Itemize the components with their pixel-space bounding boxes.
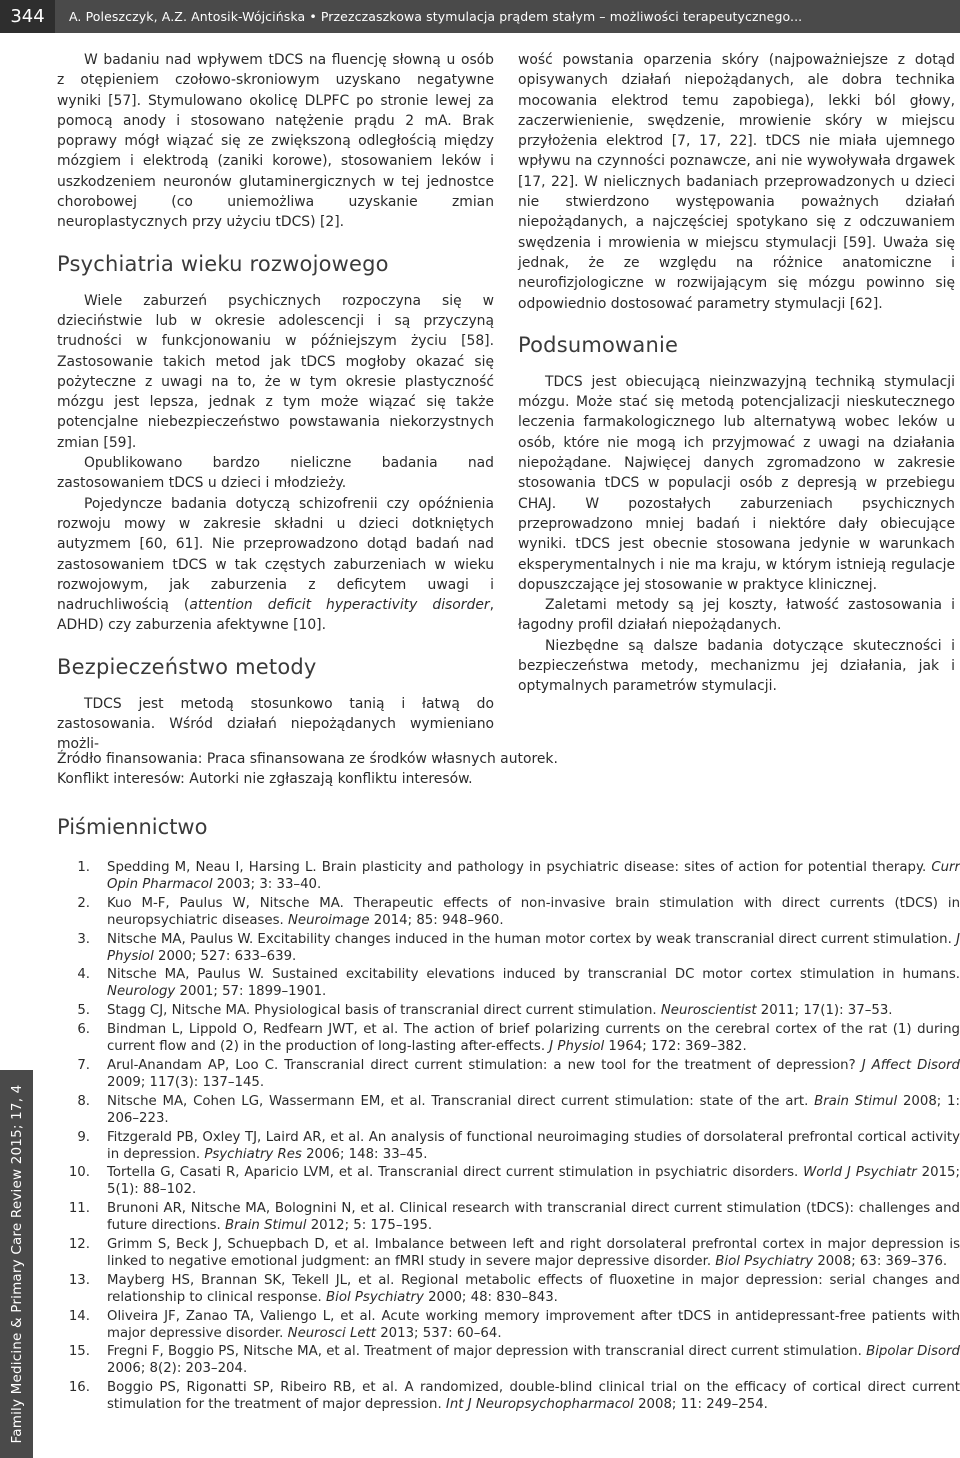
reference-text bbox=[90, 1022, 960, 1056]
running-head: A. Poleszczyk, A.Z. Antosik-Wójcińska • Przezczaszkowa stymulacja prądem stałym – możliwości terapeutycznego... bbox=[69, 9, 803, 24]
reference-number: 13. bbox=[68, 1272, 90, 1288]
reference-volume: 2012; 5: 175–195. bbox=[306, 1218, 433, 1234]
reference-text bbox=[90, 1165, 960, 1199]
reference-text bbox=[90, 1003, 960, 1020]
reference-volume: 2000; 527: 633–639. bbox=[153, 948, 297, 964]
body-paragraph: Niezbędne są dalsze badania dotyczące skuteczności i bezpieczeństwa metody, mechanizmu jej działania, jak i optymalnych parametrów stymulacji. bbox=[518, 637, 955, 695]
body-paragraph: TDCS jest metodą stosunkowo tanią i łatwą do zastosowania. Wśród działań niepożądanych wymieniano możli- bbox=[57, 695, 494, 753]
reference-volume: 2014; 85: 948–960. bbox=[369, 912, 504, 928]
side-banner bbox=[0, 1070, 33, 1458]
reference-item bbox=[57, 1022, 960, 1056]
reference-number: 10. bbox=[68, 1165, 90, 1181]
reference-volume: 2000; 48: 830–843. bbox=[423, 1289, 558, 1305]
reference-number: 6. bbox=[77, 1022, 90, 1038]
reference-item bbox=[57, 1058, 960, 1092]
reference-volume: 2008; 63: 369–376. bbox=[813, 1253, 948, 1269]
reference-number: 15. bbox=[68, 1344, 90, 1360]
reference-citation: Mayberg HS, Brannan SK, Tekell JL, et al. Regional metabolic effects of fluoxetine in major depression: serial changes and relationship to clinical response. bbox=[107, 1272, 960, 1305]
reference-text bbox=[90, 1237, 960, 1271]
reference-journal: Curr Opin Pharmacol bbox=[107, 860, 960, 892]
reference-number: 11. bbox=[68, 1201, 90, 1217]
reference-journal: Biol Psychiatry bbox=[715, 1253, 814, 1269]
reference-number: 8. bbox=[77, 1093, 90, 1109]
reference-text bbox=[90, 896, 960, 930]
body-paragraph: TDCS jest obiecującą nieinzwazyjną techniką stymulacji mózgu. Może stać się metodą potencjalizacji nieskutecznego leczenia farmakologicznego lub alternatywą wobec leków u osób, które nie mogą ich przyjmować z uwagi na działania niepożądane. Najwięcej danych zgromadzono w zakresie stosowania tDCS w populacji osób z depresją w przebiegu CHAJ. W pozostałych zaburzeniach psychicznych przeprowadzono mniej badań i niektóre dały obiecujące wyniki. tDCS jest obecnie stosowana jedynie w warunkach eksperymentalnych i nie ma kraju, w którym istnieją regulacje dopuszczające jej stosowanie w praktyce klinicznej. bbox=[518, 373, 955, 593]
reference-journal: J Affect Disord bbox=[861, 1057, 960, 1073]
reference-number: 4. bbox=[77, 967, 90, 983]
reference-volume: 1964; 172: 369–382. bbox=[604, 1039, 747, 1055]
reference-text bbox=[90, 1273, 960, 1307]
section-heading-safety: Bezpieczeństwo metody bbox=[57, 654, 317, 679]
reference-text bbox=[90, 1309, 960, 1343]
reference-item bbox=[57, 967, 960, 1001]
references-list bbox=[57, 860, 960, 1416]
references-heading: Piśmiennictwo bbox=[57, 815, 208, 839]
reference-journal: Brain Stimul bbox=[224, 1218, 307, 1234]
section-heading-summary: Podsumowanie bbox=[518, 332, 679, 357]
reference-item bbox=[57, 1201, 960, 1235]
body-paragraph: Wiele zaburzeń psychicznych rozpoczyna się w dzieciństwie lub w okresie adolescencji i są przyczyną trudności w funkcjonowaniu w późniejszym życiu [58]. Zastosowanie takich metod jak tDCS mogłoby okazać się pożyteczne z uwagi na to, że w tym okresie plastyczność mózgu jest lepsza, jednak z tym może wiązać się także potencjalne niebezpieczeństwo powstawania niekorzystnych zmian [59]. bbox=[57, 292, 494, 451]
italic-term: attention deficit hyperactivity disorder bbox=[189, 597, 490, 614]
section-heading-developmental-psychiatry: Psychiatria wieku rozwojowego bbox=[57, 251, 389, 276]
reference-number: 14. bbox=[68, 1308, 90, 1324]
reference-text bbox=[90, 1094, 960, 1128]
reference-text bbox=[90, 1380, 960, 1414]
right-column bbox=[518, 50, 955, 697]
reference-number: 5. bbox=[77, 1003, 90, 1019]
reference-citation: Nitsche MA, Paulus W. Excitability changes induced in the human motor cortex by weak transcranial direct current stimulation. bbox=[107, 931, 957, 947]
reference-number: 3. bbox=[77, 931, 90, 947]
reference-citation: Fregni F, Boggio PS, Nitsche MA, et al. Treatment of major depression with transcranial direct current stimulation. bbox=[107, 1344, 867, 1360]
reference-item bbox=[57, 1380, 960, 1414]
reference-citation: Brunoni AR, Nitsche MA, Bolognini N, et al. Clinical research with transcranial direct current stimulation (tDCS): challenges and future directions. bbox=[107, 1201, 960, 1234]
reference-text bbox=[90, 1130, 960, 1164]
reference-item bbox=[57, 1003, 960, 1020]
reference-volume: 2008; 11: 249–254. bbox=[633, 1397, 768, 1413]
footer-notes bbox=[57, 749, 558, 789]
reference-text bbox=[90, 1344, 960, 1378]
reference-journal: Brain Stimul bbox=[814, 1093, 898, 1109]
reference-citation: Grimm S, Beck J, Schuepbach D, et al. Imbalance between left and right dorsolateral prefrontal cortex in major depression is linked to negative emotional judgment: an fMRI study in severe major depressive disorder. bbox=[107, 1237, 960, 1269]
left-column bbox=[57, 50, 494, 755]
reference-journal: Biol Psychiatry bbox=[326, 1289, 424, 1305]
body-text: , ADHD) czy zaburzenia afektywne [10]. bbox=[57, 597, 494, 634]
reference-volume: 2006; 148: 33–45. bbox=[301, 1146, 428, 1162]
reference-item bbox=[57, 1309, 960, 1343]
reference-journal: Neurology bbox=[107, 984, 176, 1000]
reference-citation: Nitsche MA, Cohen LG, Wassermann EM, et al. Transcranial direct current stimulation: state of the art. bbox=[107, 1093, 815, 1109]
reference-volume: 2011; 17(1): 37–53. bbox=[756, 1003, 893, 1019]
reference-citation: Stagg CJ, Nitsche MA. Physiological basis of transcranial direct current stimulation. bbox=[107, 1003, 661, 1019]
reference-text bbox=[90, 860, 960, 894]
body-paragraph: wość powstania oparzenia skóry (najpoważniejsze z dotąd opisywanych działań niepożądanych, ale dobra technika mocowania elektrod temu zapobiega), lekki ból głowy, zaczerwienienie, swędzenie, mrowienie skóry w miejscu przyłożenia elektrod [7, 17, 22]. tDCS nie miała ujemnego wpływu na czynności poznawcze, ani nie wywoływała drgawek [17, 22]. W nielicznych badaniach przeprowadzonych u dzieci nie stwierdzono występowania poważnych działań niepożądanych, a najczęściej spotykano się z odczuwaniem swędzenia i mrowienia w miejscu stymulacji [59]. Uważa się jednak, że ze względu na różnice anatomiczne i neurofizjologiczne w rozwijającym się mózgu powinno się odpowiednio dostosować parametry stymulacji [62]. bbox=[518, 52, 955, 312]
reference-item bbox=[57, 1344, 960, 1378]
reference-volume: 2015; 5(1): 88–102. bbox=[107, 1165, 960, 1198]
body-text: Pojedyncze badania dotyczą schizofrenii czy opóźnienia rozwoju mowy w zakresie składni u dzieci dotkniętych autyzmem [60, 61]. Nie przeprowadzono dotąd badań nad zastosowaniem tDCS w tak częstych zaburzeniach w wieku rozwojowym, jak zaburzenia z deficytem uwagi i nadruchliwością ( bbox=[57, 495, 494, 614]
reference-item bbox=[57, 1273, 960, 1307]
reference-item bbox=[57, 896, 960, 930]
reference-journal: Neuroimage bbox=[287, 912, 370, 928]
reference-volume: 2009; 117(3): 137–145. bbox=[107, 1074, 265, 1090]
body-paragraph: W badaniu nad wpływem tDCS na fluencję słowną u osób z otępieniem czołowo-skroniowym uzyskano negatywne wyniki [57]. Stymulowano okolicę DLPFC po stronie lewej za pomocą anody i stosowano natężenie prądu 2 mA. Brak poprawy mógł wiązać się ze zwiększoną odległością między mózgiem i elektrodą (zaniki korowe), stosowaniem leków i uszkodzeniem neuronów glutaminergicznych w tej jednostce chorobowej (co uniemożliwa uzyskanie zmian neuroplastycznych przy użyciu tDCS) [2]. bbox=[57, 52, 494, 231]
reference-number: 2. bbox=[77, 895, 90, 911]
reference-item bbox=[57, 1130, 960, 1164]
reference-citation: Fitzgerald PB, Oxley TJ, Laird AR, et al. An analysis of functional neuroimaging studies of dorsolateral prefrontal cortical activity in depression. bbox=[107, 1129, 960, 1162]
reference-text bbox=[90, 1058, 960, 1092]
reference-citation: Boggio PS, Rigonatti SP, Ribeiro RB, et al. A randomized, double-blind clinical trial on the efficacy of cortical direct current stimulation for the treatment of major depression. bbox=[107, 1380, 960, 1413]
reference-number: 12. bbox=[68, 1237, 90, 1253]
journal-banner-text: Family Medicine & Primary Care Review 2015; 17, 4 bbox=[8, 1084, 25, 1444]
reference-journal: Psychiatry Res bbox=[204, 1146, 302, 1162]
funding-note: Źródło finansowania: Praca sfinansowana ze środków własnych autorek. bbox=[57, 751, 558, 767]
reference-journal: World J Psychiatr bbox=[803, 1165, 917, 1181]
reference-item bbox=[57, 932, 960, 966]
reference-citation: Spedding M, Neau I, Harsing L. Brain plasticity and pathology in psychiatric disease: sites of action for potential therapy. bbox=[107, 860, 932, 875]
reference-item bbox=[57, 1237, 960, 1271]
conflict-note: Konflikt interesów: Autorki nie zgłaszają konfliktu interesów. bbox=[57, 771, 473, 787]
reference-volume: 2008; 1: 206–223. bbox=[107, 1093, 960, 1126]
body-paragraph: Zaletami metody są jej koszty, łatwość zastosowania i łagodny profil działań niepożądanych. bbox=[518, 597, 955, 634]
reference-item bbox=[57, 860, 960, 894]
reference-text bbox=[90, 1201, 960, 1235]
page-header bbox=[0, 0, 960, 33]
page-number: 344 bbox=[0, 0, 55, 33]
reference-journal: Bipolar Disord bbox=[866, 1344, 960, 1360]
reference-number: 7. bbox=[77, 1057, 90, 1073]
reference-journal: Int J Neuropsychopharmacol bbox=[445, 1397, 634, 1413]
reference-journal: Neurosci Lett bbox=[287, 1325, 376, 1341]
reference-text bbox=[90, 967, 960, 1001]
reference-journal: Neuroscientist bbox=[660, 1003, 757, 1019]
reference-item bbox=[57, 1165, 960, 1199]
reference-text bbox=[90, 932, 960, 966]
reference-citation: Tortella G, Casati R, Aparicio LVM, et al. Transcranial direct current stimulation in psychiatric disorders. bbox=[107, 1165, 804, 1181]
reference-journal: J Physiol bbox=[107, 931, 960, 964]
reference-journal: J Physiol bbox=[549, 1039, 605, 1055]
reference-number: 1. bbox=[77, 860, 90, 875]
reference-number: 16. bbox=[68, 1380, 90, 1396]
reference-citation: Kuo M-F, Paulus W, Nitsche MA. Therapeutic effects of non-invasive brain stimulation with direct currents (tDCS) in neuropsychiatric diseases. bbox=[107, 895, 960, 928]
reference-citation: Nitsche MA, Paulus W. Sustained excitability elevations induced by transcranial DC motor cortex stimulation in humans. bbox=[107, 967, 960, 983]
reference-volume: 2001; 57: 1899–1901. bbox=[175, 984, 327, 1000]
reference-volume: 2006; 8(2): 203–204. bbox=[107, 1361, 248, 1377]
reference-citation: Oliveira JF, Zanao TA, Valiengo L, et al. Acute working memory improvement after tDCS in antidepressant-free patients with major depressive disorder. bbox=[107, 1308, 960, 1341]
reference-number: 9. bbox=[77, 1129, 90, 1145]
reference-volume: 2013; 537: 60–64. bbox=[375, 1325, 502, 1341]
reference-citation: Arul-Anandam AP, Loo C. Transcranial direct current stimulation: a new tool for the treatment of depression? bbox=[107, 1057, 862, 1073]
reference-citation: Bindman L, Lippold O, Redfearn JWT, et al. The action of brief polarizing currents on the cerebral cortex of the rat (1) during current flow and (2) in the production of long-lasting after-effects. bbox=[107, 1022, 960, 1055]
body-paragraph bbox=[57, 494, 494, 636]
body-paragraph: Opublikowano bardzo nieliczne badania nad zastosowaniem tDCS u dzieci i młodzieży. bbox=[57, 455, 494, 492]
reference-item bbox=[57, 1094, 960, 1128]
reference-volume: 2003; 3: 33–40. bbox=[212, 876, 322, 892]
